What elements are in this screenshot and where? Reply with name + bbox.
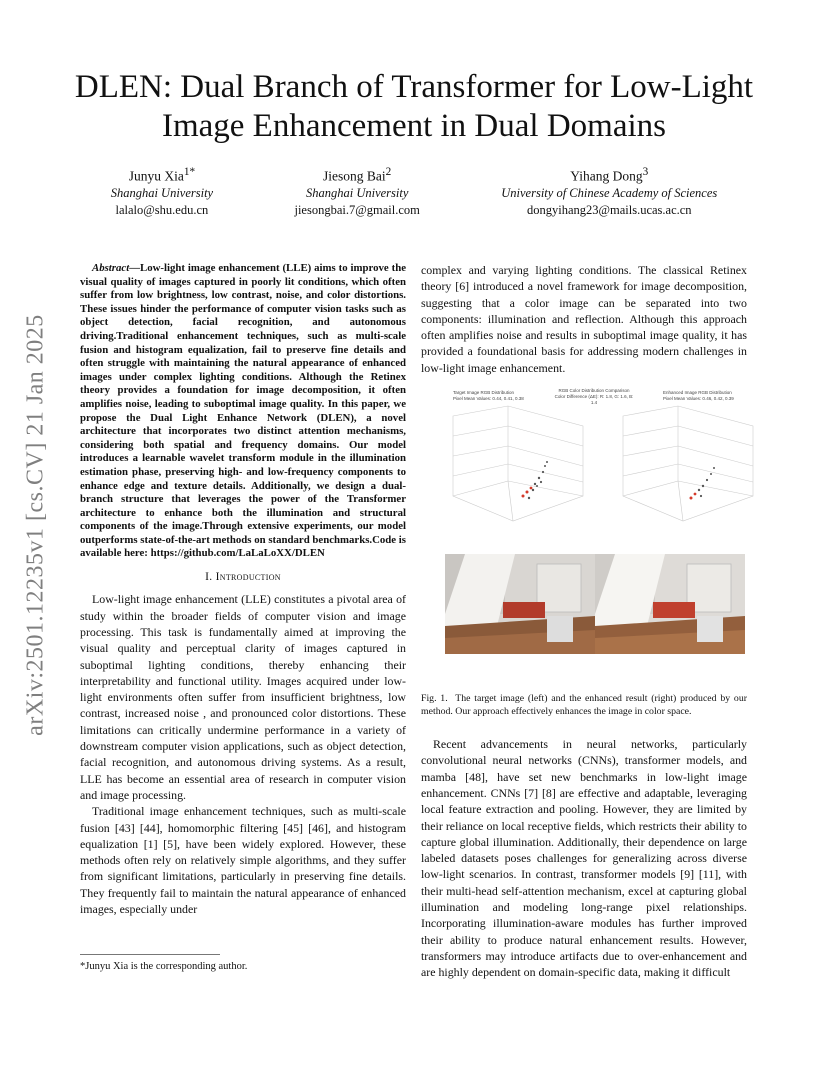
rgb-plot-enhanced [603,386,773,546]
figure-label: Fig. 1. [421,693,448,705]
author-affiliation: Shanghai University [110,185,214,200]
intro-paragraph-1: Low-light image enhancement (LLE) constitutes a pivotal area of study within the broader fields of computer vision and image processing. This task is fundamentally aimed at improving the visual quality and perceptual clarity of images captured in suboptimal lighting conditions, thereby enhancing their interpretability and functional utility. Images acquired under low-light environments often suffer from insufficient brightness, low contrast, increased noise , and pronounced color distortions. These limitations can critically undermine performance in a variety of downstream computer vision applications, such as object detection, facial recognition, and autonomous driving systems. As a result, LLE has become an essential area of research in computer vision and image processing. [80,592,406,802]
figure-1 [421,386,747,686]
figure-caption [421,692,747,718]
author-name: Jiesong Bai [323,168,386,184]
abstract-text: —Low-light image enhancement (LLE) aims to improve the visual quality of images captured in poorly lit conditions, which often suffer from low brightness, low contrast, noise, and color distortions. These issues hinder the performance of computer vision tasks such as object detection, facial recognition, and autonomous driving.Traditional enhancement techniques, such as multi-scale fusion and histogram equalization, fail to preserve fine details and often struggle with maintaining the natural appearance of enhanced images under complex lighting conditions. Although the Retinex theory provides a foundation for image decomposition, it often amplifies noise, leading to suboptimal image quality. In this paper, we propose the Dual Light Enhance Network (DLEN), a novel architecture that incorporates two distinct attention mechanisms, considering both spatial and frequency domains. Our model introduces a learnable wavelet transform module in the illumination estimation phase, preserving high- and low-frequency components to enhance edge and texture details. Additionally, we design a dual-branch structure that leverages the power of the Transformer architecture to enhance both the illumination and structural components of the image.Through extensive experiments, our model outperforms state-of-the-art methods on standard benchmarks.Code is available here: https://github.com/LaLaLoXX/DLEN [80,262,406,560]
author-email: jiesongbai.7@gmail.com [294,202,420,217]
author-3 [501,164,717,219]
author-marker: 1* [183,166,196,178]
author-2 [294,164,419,219]
intro-paragraph-2: Traditional image enhancement techniques, such as multi-scale fusion [43] [44], homomorphic filtering [45] [46], and histogram equalization [1] [5], have been widely explored. However, these methods often rely on relatively simple algorithms, and they suffer from significant limitations, particularly in preserving fine details. They frequently fail to maintain the natural appearance of enhanced images, especially under [80,804,406,916]
author-1 [111,164,213,219]
author-affiliation: Shanghai University [305,185,409,200]
svg-text:Enhanced Image RGB Distributio: Enhanced Image RGB Distribution [663,390,732,396]
intro-paragraph-3: Recent advancements in neural networks, particularly convolutional neural networks (CNNs), transformer models, and mamba [48], have set new benchmarks in low-light image enhancement. CNNs [7] [8] are effective and adaptable, leveraging local feature extraction and pooling. However, they are limited by their reliance on local receptive fields, which restricts their ability to capture global illumination. Additionally, their dependence on large labeled datasets poses challenges for generalizing across diverse low-light scenarios. In contrast, transformer models [9] [11], with their multi-head self-attention mechanism, excel at capturing global illumination and modeling long-range pixel relationships. Incorporating illumination-aware modules has further improved their ability to produce natural enhancement results. However, transformers may introduce artifacts due to over-enhancement and are highly dependent on domain-specific data, making it difficult [421,737,747,980]
paper-title: DLEN: Dual Branch of Transformer for Low-Light Image Enhancement in Dual Domains [74,69,754,144]
abstract-label: Abstract [92,262,130,274]
svg-text:Pixel Mean Values: 0.46, 0.42,: Pixel Mean Values: 0.46, 0.42, 0.39 [663,396,734,402]
author-name: Junyu Xia [128,168,184,184]
author-block [70,164,758,219]
author-name: Yihang Dong [570,168,643,184]
plot-center-title: RGB Color Distribution Comparison Color Difference (ΔE): R: 1.8, G: 1.6, B: 1.4 [554,388,634,406]
abstract [80,262,406,561]
footnote-rule [80,954,220,955]
enhanced-image [595,554,745,654]
author-marker: 3 [642,166,649,178]
svg-text:Pixel Mean Values: 0.44, 0.41,: Pixel Mean Values: 0.44, 0.41, 0.38 [453,396,524,402]
target-image [445,554,595,654]
author-email: dongyihang23@mails.ucas.ac.cn [526,202,692,217]
author-affiliation: University of Chinese Academy of Sciences [501,185,718,200]
figure-caption-text: The target image (left) and the enhanced result (right) produced by our method. Our approach effectively enhances the image in color space. [421,693,747,718]
intro-continuation: complex and varying lighting conditions. The classical Retinex theory [6] introduced a novel framework for image decomposition, suggesting that a color image can be separated into two components: illumination and reflection. Although this approach often amplifies noise and results in suboptimal image quality, it has provided a foundational basis for addressing modern challenges in low-light image enhancement. [421,263,747,375]
right-column [421,262,747,981]
author-email: lalalo@shu.edu.cn [115,202,209,217]
section-heading: I. Introduction [205,571,281,584]
left-column [80,262,406,917]
arxiv-identifier: arXiv:2501.12235v1 [cs.CV] 21 Jan 2025 [22,314,49,736]
author-marker: 2 [385,166,392,178]
svg-text:Target Image RGB Distribution: Target Image RGB Distribution [453,390,515,396]
footnote: *Junyu Xia is the corresponding author. [80,961,248,972]
rgb-plot-target [433,386,603,546]
